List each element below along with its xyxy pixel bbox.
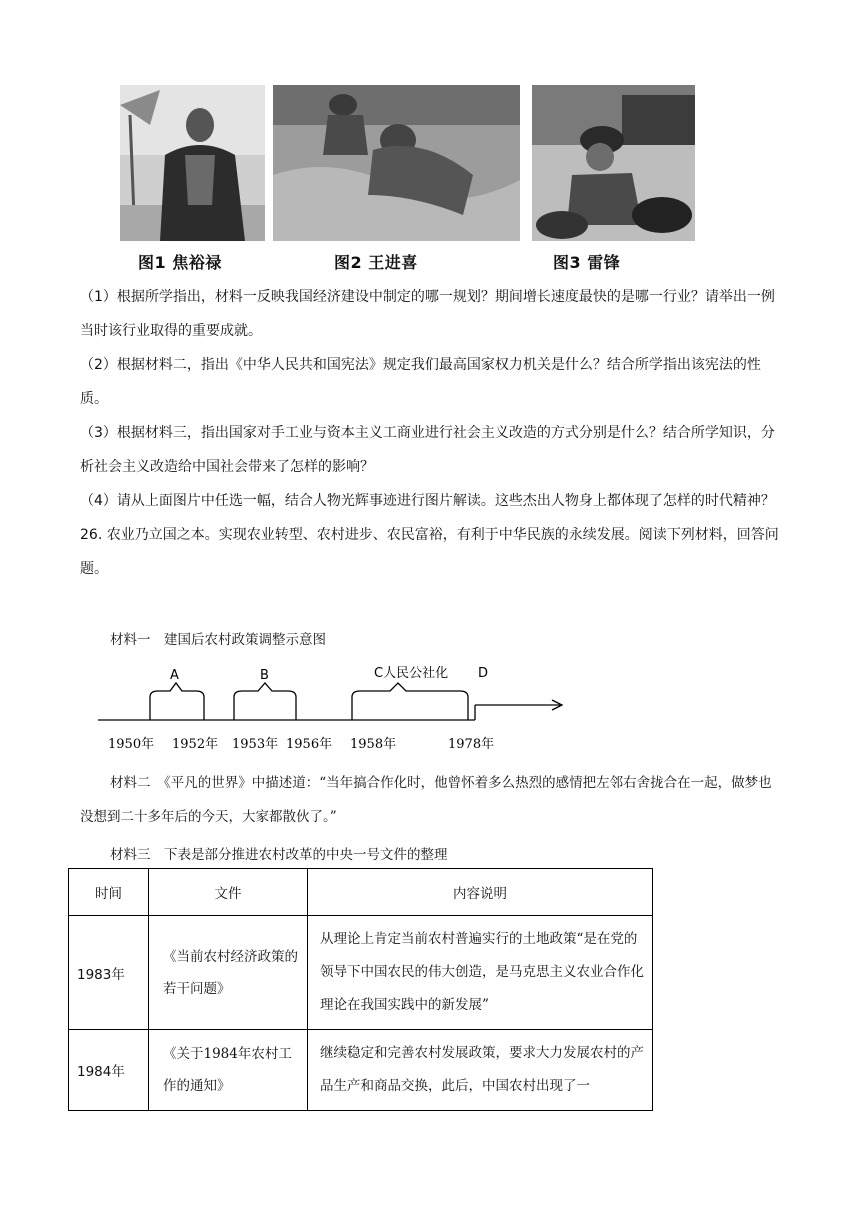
material2-text: 材料二 《平凡的世界》中描述道：“当年搞合作化时，他曾怀着多么热烈的感情把左邻右舍拢合在一起，做梦也没想到二十多年后的今天，大家都散伙了。” [80, 775, 772, 825]
question-3: （3）根据材料三，指出国家对手工业与资本主义工商业进行社会主义改造的方式分别是什么？结合所学知识，分析社会主义改造给中国社会带来了怎样的影响？ [80, 425, 775, 475]
year-label: 1956年 [286, 737, 333, 752]
table-row [69, 1030, 653, 1111]
year-label: 1958年 [350, 737, 397, 752]
policy-timeline [90, 655, 590, 755]
cell-year: 1983年 [69, 916, 149, 1030]
caption-fig2: 图2 王进喜 [334, 253, 418, 272]
cell-desc: 继续稳定和完善农村发展政策，要求大力发展农村的产品生产和商品交换，此后，中国农村出现了一 [308, 1030, 653, 1111]
material1-title: 材料一 建国后农村政策调整示意图 [110, 632, 326, 648]
label-c: C人民公社化 [374, 666, 449, 681]
year-label: 1950年 [108, 737, 155, 752]
question-2: （2）根据材料二，指出《中华人民共和国宪法》规定我们最高国家权力机关是什么？结合所学指出该宪法的性质。 [80, 357, 761, 407]
caption-fig3: 图3 雷锋 [553, 253, 621, 272]
caption-fig1: 图1 焦裕禄 [138, 253, 222, 272]
photo-lei-feng [532, 85, 695, 241]
header-time: 时间 [69, 869, 149, 916]
cell-desc: 从理论上肯定当前农村普遍实行的土地政策“是在党的领导下中国农民的伟大创造，是马克思主义农业合作化理论在我国实践中的新发展” [308, 916, 653, 1030]
photo-jiao-yulu [120, 85, 265, 241]
question-26-intro: 26. 农业乃立国之本。实现农业转型、农村进步、农民富裕，有利于中华民族的永续发展。阅读下列材料，回答问题。 [80, 527, 779, 577]
label-b: B [260, 668, 269, 683]
table-row [69, 916, 653, 1030]
header-desc: 内容说明 [308, 869, 653, 916]
year-label: 1978年 [448, 737, 495, 752]
table-header-row [69, 869, 653, 916]
year-label: 1953年 [232, 737, 279, 752]
cell-year: 1984年 [69, 1030, 149, 1111]
policy-table [68, 868, 653, 1111]
header-file: 文件 [149, 869, 308, 916]
question-4: （4）请从上面图片中任选一幅，结合人物光辉事迹进行图片解读。这些杰出人物身上都体现了怎样的时代精神？ [80, 493, 775, 509]
year-label: 1952年 [172, 737, 219, 752]
label-a: A [170, 668, 179, 683]
cell-file: 《关于1984年农村工作的通知》 [149, 1030, 308, 1111]
photo-wang-jinxi [273, 85, 520, 241]
material3-title: 材料三 下表是部分推进农村改革的中央一号文件的整理 [110, 847, 448, 863]
question-1: （1）根据所学指出，材料一反映我国经济建设中制定的哪一规划？期间增长速度最快的是哪一行业？请举出一例当时该行业取得的重要成就。 [80, 289, 775, 339]
cell-file: 《当前农村经济政策的若干问题》 [149, 916, 308, 1030]
question-list [80, 280, 785, 586]
label-d: D [478, 666, 489, 681]
